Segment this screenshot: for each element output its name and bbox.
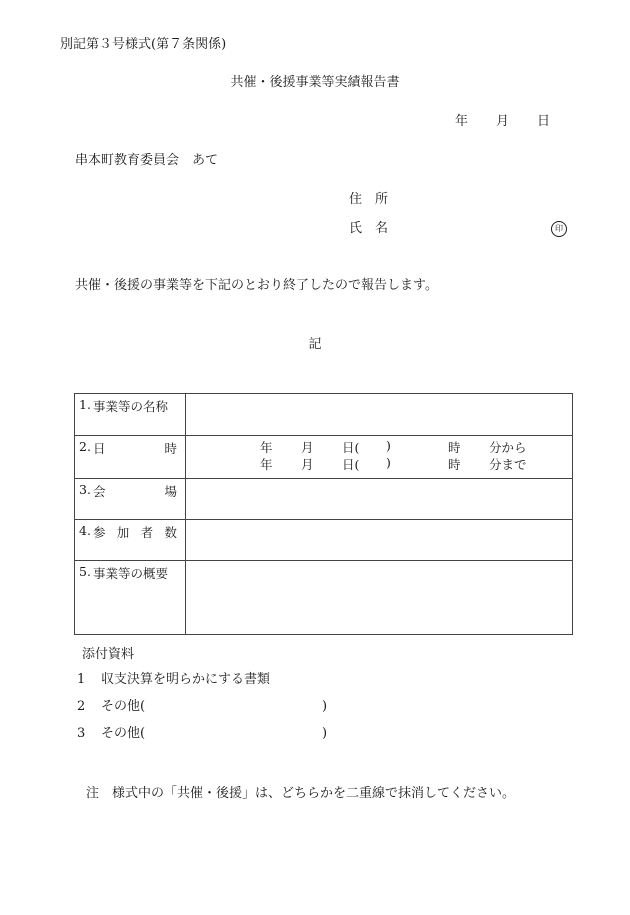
date-year-label: 年 [455, 114, 469, 129]
date-line [455, 114, 550, 130]
attachment-close-paren: ) [322, 726, 328, 741]
date-day-label: 日 [537, 114, 551, 129]
address-label: 住 所 [349, 192, 389, 207]
attachment-text: 収支決算を明らかにする書類 [101, 672, 271, 687]
table-label-cell [75, 394, 186, 436]
report-table [74, 393, 573, 635]
form-note: 注 様式中の「共催・後援」は、どちらかを二重線で抹消してください。 [86, 786, 516, 801]
report-statement: 共催・後援の事業等を下記のとおり終了したので報告します。 [75, 278, 438, 293]
date-month-label: 月 [496, 114, 510, 129]
table-row [75, 478, 573, 519]
attachment-text: その他( [101, 699, 146, 714]
datetime-start-line [186, 438, 572, 455]
addressee: 串本町教育委員会 あて [75, 153, 219, 168]
attachment-text: その他( [101, 726, 146, 741]
document-title: 共催・後援事業等実績報告書 [230, 75, 400, 90]
row-label: 日 時 [92, 441, 177, 457]
attachments-heading: 添付資料 [82, 647, 135, 662]
row-label: 参 加 者 数 [92, 525, 177, 541]
row-label: 会 場 [92, 483, 177, 499]
attachment-number: 1 [77, 672, 86, 687]
datetime-end-line [186, 455, 572, 472]
summary-cell[interactable] [186, 561, 573, 635]
table-row [75, 394, 573, 436]
table-row [75, 436, 573, 478]
start-year: 年 [260, 440, 273, 456]
row-number: 5. [79, 564, 91, 580]
attachment-item [77, 699, 337, 715]
seal-mark: 印 [551, 221, 567, 237]
start-close: ) [386, 438, 391, 454]
table-row [75, 520, 573, 561]
venue-cell[interactable] [186, 478, 573, 519]
row-number: 3. [79, 481, 91, 497]
row-number: 1. [79, 397, 91, 412]
start-hour: 時 [448, 440, 461, 456]
datetime-cell[interactable] [186, 436, 573, 478]
attachment-item [77, 672, 270, 688]
start-month: 月 [301, 440, 314, 456]
attachment-number: 2 [77, 699, 86, 714]
start-day: 日( [342, 440, 360, 456]
participant-count-cell[interactable] [186, 520, 573, 561]
end-hour: 時 [448, 457, 461, 473]
end-close: ) [386, 455, 391, 471]
event-name-cell[interactable] [186, 394, 573, 436]
name-label: 氏 名 [349, 221, 389, 236]
table-label-cell [75, 478, 186, 519]
row-label: 事業等の名称 [92, 399, 168, 414]
end-day: 日( [342, 457, 360, 473]
end-year: 年 [260, 457, 273, 473]
attachment-item [77, 726, 337, 742]
row-number: 2. [79, 439, 91, 455]
table-label-cell [75, 520, 186, 561]
table-row [75, 561, 573, 635]
attachment-close-paren: ) [322, 699, 328, 714]
row-label: 事業等の概要 [92, 566, 168, 582]
table-label-cell [75, 436, 186, 478]
end-minute: 分まで [489, 457, 527, 473]
row-number: 4. [79, 523, 91, 539]
table-label-cell [75, 561, 186, 635]
start-minute: 分から [489, 440, 527, 456]
form-identifier: 別記第３号様式(第７条関係) [60, 37, 227, 52]
end-month: 月 [301, 457, 314, 473]
ki-heading: 記 [308, 337, 322, 352]
attachment-number: 3 [77, 726, 86, 741]
